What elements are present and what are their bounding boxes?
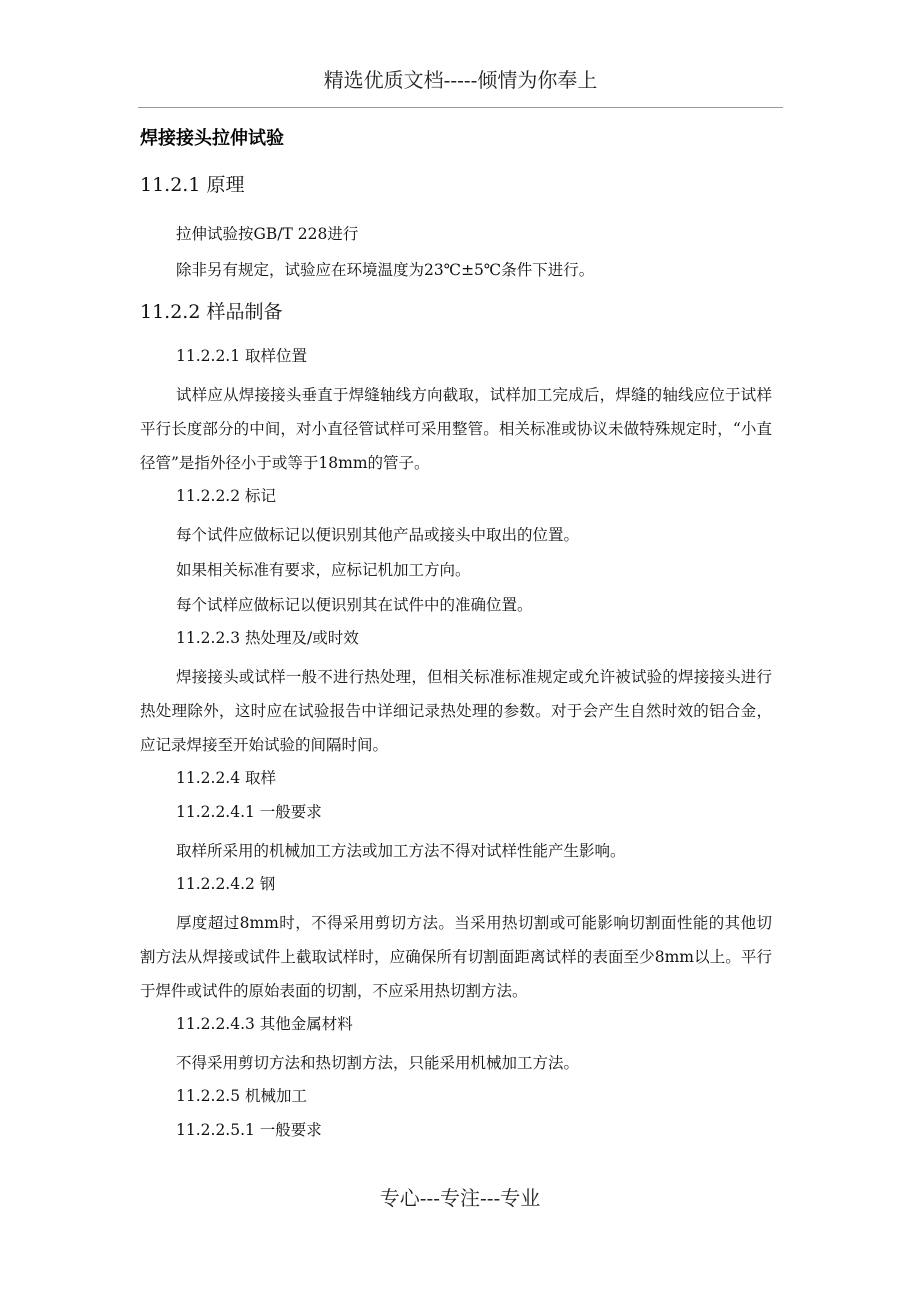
paragraph-heat-treatment: 焊接接头或试样一般不进行热处理，但相关标准标准规定或允许被试验的焊接接头进行热处理除外，这时应在试验报告中详细记录热处理的参数。对于会产生自然时效的铝合金，应记录焊接至开始试验的间隔时间。 [140,668,772,754]
subsection-heading-general-2: 11.2.2.5.1 一般要求 [176,1121,322,1139]
paragraph-marking-2: 如果相关标准有要求，应标记机加工方向。 [176,561,471,579]
paragraph-marking-3: 每个试样应做标记以便识别其在试件中的准确位置。 [176,596,533,614]
subsection-heading-marking: 11.2.2.2 标记 [176,487,277,505]
document-title: 焊接接头拉伸试验 [140,128,284,149]
paragraph-temperature: 除非另有规定，试验应在环境温度为23℃±5℃条件下进行。 [176,261,595,279]
paragraph-general-1: 取样所采用的机械加工方法或加工方法不得对试样性能产生影响。 [176,842,626,860]
page-footer: 专心---专注---专业 [379,1186,541,1210]
subsection-heading-general-1: 11.2.2.4.1 一般要求 [176,803,322,821]
subsection-heading-location: 11.2.2.1 取样位置 [176,347,308,365]
subsection-heading-steel: 11.2.2.4.2 钢 [176,875,276,893]
header-divider [138,107,783,108]
document-body [140,120,772,1152]
paragraph-other-metals: 不得采用剪切方法和热切割方法，只能采用机械加工方法。 [176,1054,580,1072]
paragraph-steel: 厚度超过8mm时，不得采用剪切方法。当采用热切割或可能影响切割面性能的其他切割方法从焊接或试件上截取试样时，应确保所有切割面距离试样的表面至少8mm以上。平行于焊件或试件的原始表面的切割，不应采用热切割方法。 [140,914,772,1000]
page-header: 精选优质文档-----倾情为你奉上 [323,68,598,92]
paragraph-location: 试样应从焊接接头垂直于焊缝轴线方向截取，试样加工完成后，焊缝的轴线应位于试样平行长度部分的中间，对小直径管试样可采用整管。相关标准或协议未做特殊规定时，“小直径管”是指外径小于或等于18mm的管子。 [140,386,772,472]
subsection-heading-other-metals: 11.2.2.4.3 其他金属材料 [176,1015,353,1033]
paragraph-marking-1: 每个试件应做标记以便识别其他产品或接头中取出的位置。 [176,526,580,544]
paragraph-standard: 拉伸试验按GB/T 228进行 [176,225,359,243]
section-heading-principle: 11.2.1 原理 [140,174,245,196]
subsection-heading-sampling: 11.2.2.4 取样 [176,769,277,787]
section-heading-sample-prep: 11.2.2 样品制备 [140,301,283,323]
subsection-heading-machining: 11.2.2.5 机械加工 [176,1087,308,1105]
subsection-heading-heat-treatment: 11.2.2.3 热处理及/或时效 [176,629,359,647]
